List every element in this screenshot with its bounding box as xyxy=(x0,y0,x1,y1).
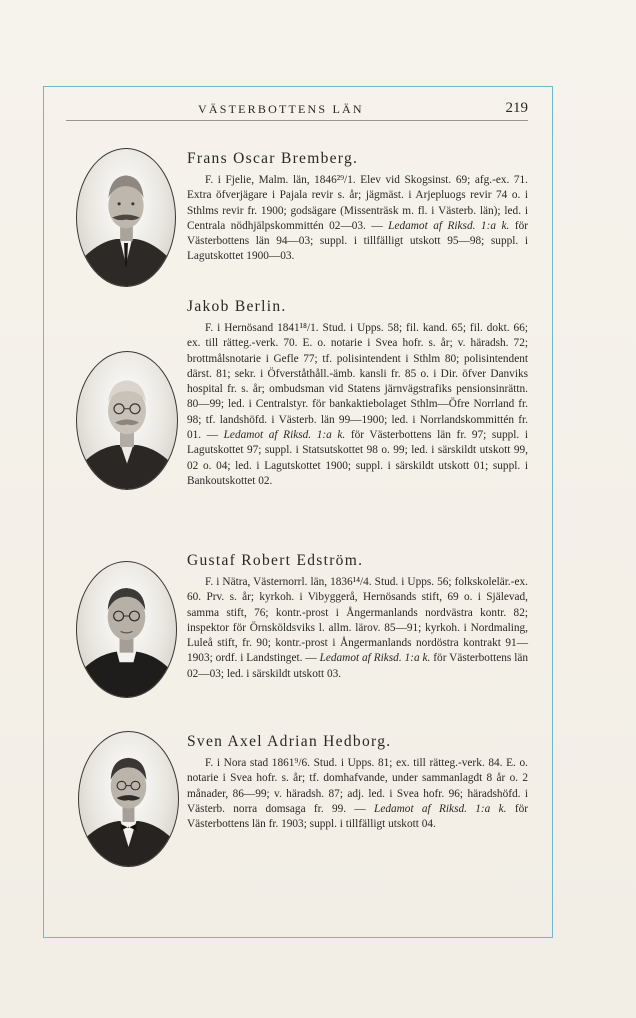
entry-bio: F. i Hernösand 1841¹⁸/1. Stud. i Upps. 58; fil. kand. 65; fil. dokt. 66; ex. till rätteg.-verk. 70. E. o. notarie i Svea hofr. s. år; v. häradsh. 72; brottmålsnotarie i Gefle 77; tf. polisintendent i Sthlm 80; polisintendent därst. 81; sekr. i Öfverståthåll.-ämb. kansli fr. 85 o. i Dir. öfver Danviks hospital fr. s. år; ombudsman vid Statens järnvägstrafiks pensionsinrättn. 80—99; led. i Centralstyr. för bankaktiebolaget Sthlm—Öfre Norrland fr. 98; tf. landshöfd. i Västerb. län 99—1900; led. i Norrlandskommittén fr. 01. — Ledamot af Riksd. 1:a k. för Västerbottens län fr. 97; suppl. i Lagutskottet 97; suppl. i Statsutskottet 98 o. 99; led. i särskildt utskott 99, 02 o. 04; led. i Lagutskottet 1900; suppl. i särskildt utskott 01; suppl. i Bankoutskottet 02. xyxy=(187,322,528,487)
entry-bio: F. i Fjelie, Malm. län, 1846²⁹/1. Elev vid Skogsinst. 69; afg.-ex. 71. Extra öfverjägare i Pajala revir s. år; jägmäst. i Arjepluogs revir 74 o. i Sthlms revir fr. 1900; godsägare (Missenträsk m. fl. i Västerb. län); led. i Centrala nödhjälpskommittén 02—03. — Ledamot af Riksd. 1:a k. för Västerbottens län 94—03; suppl. i tillfälligt utskott 95—98; suppl. i Lagutskottet 1900—03. xyxy=(187,174,529,263)
entry-name: Gustaf Robert Edström. xyxy=(187,552,364,569)
running-head-title: VÄSTERBOTTENS LÄN xyxy=(198,102,364,116)
entry-name: Frans Oscar Bremberg. xyxy=(187,150,359,167)
entry-bio: F. i Nätra, Västernorrl. län, 1836¹⁴/4. Stud. i Upps. 56; folkskolelär.-ex. 60. Prv. s. år; kyrkoh. i Vibyggerå, Hernösands stift, 69 o. i Själevad, samma stift, 76; kontr.-prost i Ångermanlands nordvästra kontr. 82; inspektor för Örnsköldsviks l. allm. lärov. 85—91; kyrkoh. i Nordmaling, Luleå stift, fr. 90; kontr.-prost i Ångermanlands nordöstra kontrakt 91—1903; ordf. i Landstinget. — Ledamot af Riksd. 1:a k. för Västerbottens län 02—03; led. i särskildt utskott 03. xyxy=(187,576,529,680)
portrait-berlin xyxy=(76,351,178,490)
entry-name: Jakob Berlin. xyxy=(187,298,287,315)
page-number: 219 xyxy=(505,100,528,116)
portrait-edstrom xyxy=(76,561,177,698)
entry-name: Sven Axel Adrian Hedborg. xyxy=(187,733,392,750)
portrait-hedborg xyxy=(78,731,179,867)
running-head xyxy=(58,100,528,120)
entry-hedborg xyxy=(187,733,528,832)
entry-bremberg xyxy=(187,150,528,265)
header-rule xyxy=(66,120,528,121)
entry-edstrom xyxy=(187,552,528,682)
entry-berlin xyxy=(187,298,528,489)
entry-bio: F. i Nora stad 1861⁹/6. Stud. i Upps. 81; ex. till rätteg.-verk. 84. E. o. notarie i Svea hofr. s. år; tf. domhafvande, under sammanlagdt 8 år o. 2 månader, 86—99; v. häradsh. 87; adj. led. i Svea hofr. 96; häradshöfd. i Västerb. norra domsaga fr. 99. — Ledamot af Riksd. 1:a k. för Västerbottens län fr. 1903; suppl. i tillfälligt utskott 04. xyxy=(187,757,528,831)
portrait-bremberg xyxy=(76,148,176,287)
